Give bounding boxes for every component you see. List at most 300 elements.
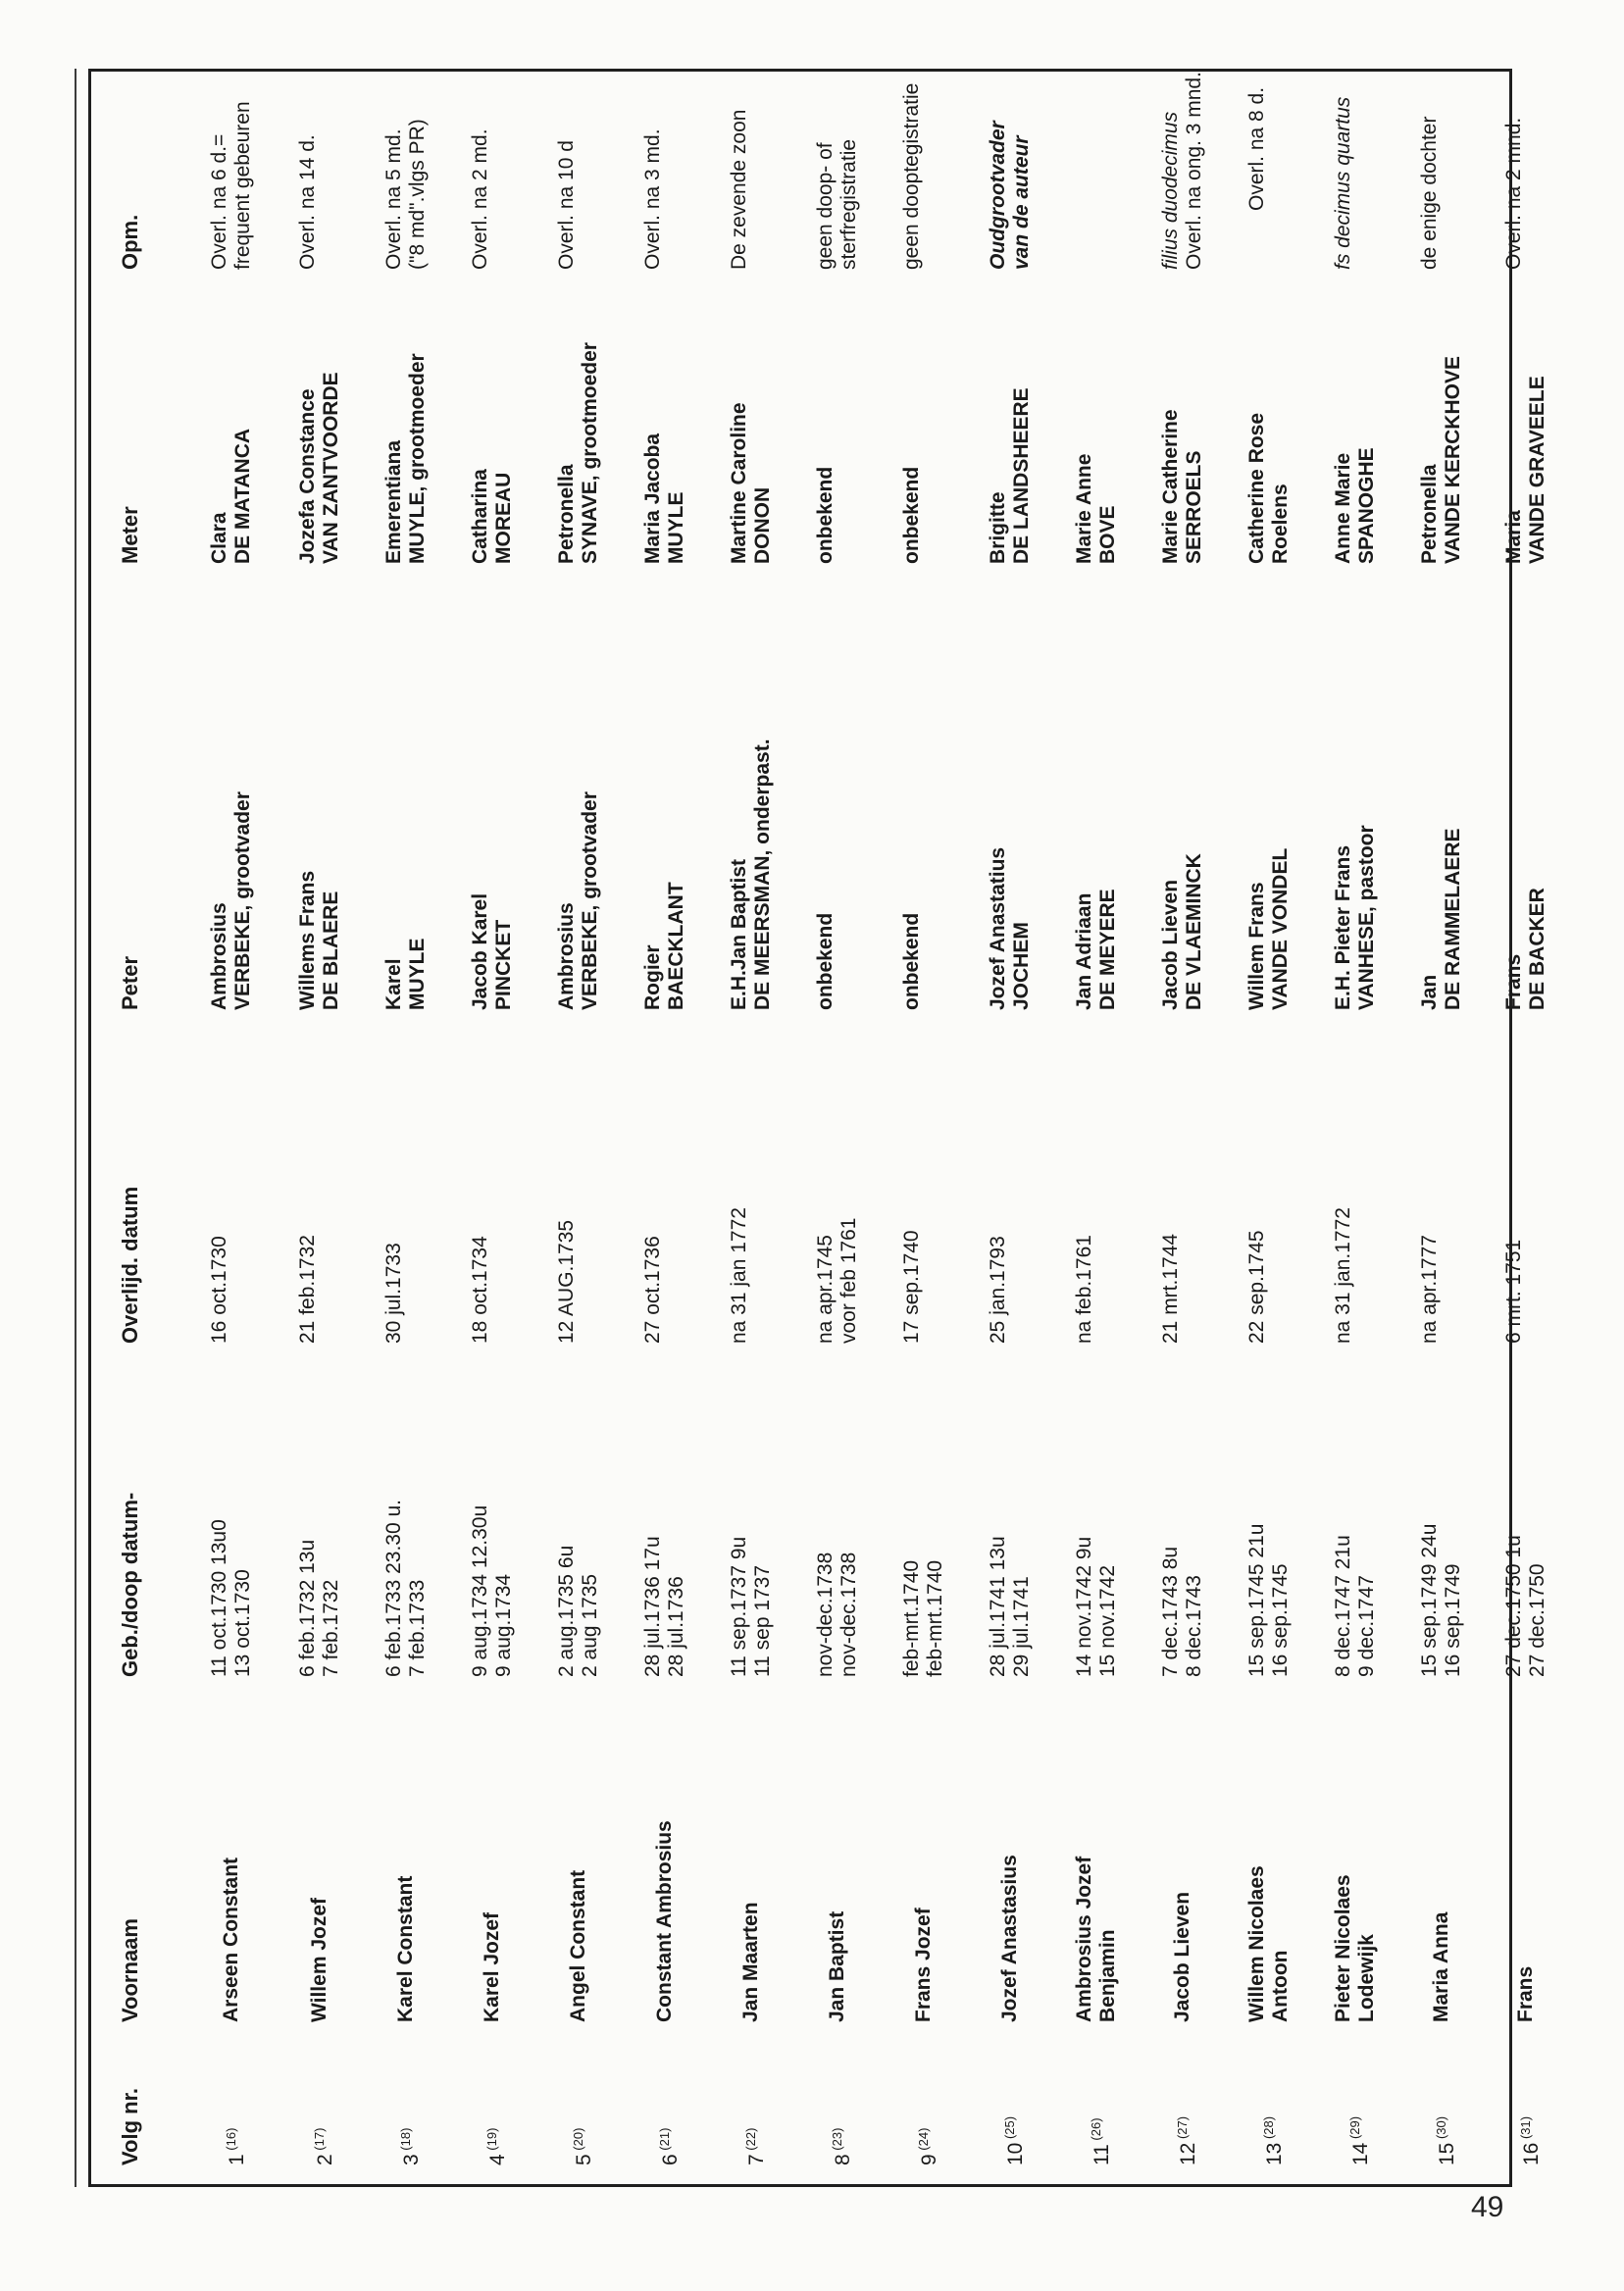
cell-line: Overl. na 3 md. — [641, 128, 664, 270]
table-row — [1063, 69, 1151, 2187]
row-number-value: 5 — [573, 2154, 595, 2165]
cell-line: Karel Jozef — [481, 1911, 503, 2022]
cell-line: 29 jul.1741 — [1010, 1576, 1033, 1677]
cell-line: DE RAMMELAERE — [1442, 828, 1464, 1010]
cell-overlijden — [1332, 1207, 1355, 1344]
row-number-value: 1 — [226, 2154, 248, 2165]
cell-meter — [469, 469, 516, 564]
cell-line: Frans — [1502, 953, 1525, 1010]
cell-line: 12 AUG.1735 — [555, 1219, 578, 1344]
cell-line: Overl. na 8 d. — [1245, 86, 1268, 211]
cell-line: Marie Anne — [1073, 453, 1095, 564]
cell-line: Clara — [208, 512, 230, 564]
cell-line: na 31 jan 1772 — [728, 1207, 750, 1344]
cell-line: Martine Caroline — [728, 402, 750, 564]
cell-line: 6 mrt. 1751 — [1502, 1239, 1525, 1344]
cell-line: 11 sep 1737 — [751, 1564, 774, 1677]
cell-meter — [987, 387, 1034, 564]
cell-meter — [900, 467, 924, 564]
cell-line: Overl. na ong. 3 mnd. — [1183, 72, 1205, 270]
cell-meter — [1073, 454, 1120, 564]
cell-line: onbekend — [900, 912, 923, 1010]
row-number-value: 12 — [1177, 2142, 1199, 2165]
cell-line: Jan — [1418, 974, 1441, 1010]
cell-line: Anne Marie — [1332, 452, 1354, 564]
cell-line: E.H. Pieter Frans — [1332, 844, 1354, 1010]
cell-line: 9 aug.1734 — [492, 1573, 515, 1677]
row-number-value: 7 — [745, 2154, 768, 2165]
row-reference: (26) — [1089, 2117, 1103, 2145]
cell-line: 8 dec.1743 — [1183, 1575, 1205, 1677]
cell-peter — [987, 847, 1034, 1010]
row-reference: (19) — [484, 2127, 499, 2155]
cell-line: VANHESE, pastoor — [1355, 825, 1378, 1010]
cell-line: Overl. na 10 d — [555, 140, 578, 270]
cell-line: VAN ZANTVOORDE — [320, 372, 342, 564]
row-reference: (21) — [657, 2127, 672, 2155]
cell-opm — [1245, 87, 1269, 270]
cell-voornaam — [1332, 1874, 1379, 2022]
cell-line: DE VLAEMINCK — [1183, 853, 1205, 1010]
cell-opm — [1418, 117, 1442, 270]
cell-voornaam — [1430, 1912, 1453, 2022]
cell-line: MUYLE — [406, 938, 429, 1010]
cell-line: MUYLE — [665, 491, 687, 564]
cell-line: MUYLE, grootmoeder — [406, 353, 429, 564]
cell-line: Catharina — [469, 469, 491, 564]
row-reference: (16) — [224, 2127, 238, 2155]
row-reference: (30) — [1434, 2115, 1448, 2143]
cell-line: Willem Jozef — [308, 1897, 330, 2022]
cell-overlijden — [987, 1236, 1010, 1344]
cell-line: Overl. na 5 md. — [382, 128, 405, 270]
cell-voornaam — [220, 1858, 243, 2022]
cell-line: 6 feb.1732 13u — [296, 1539, 319, 1677]
cell-line: Jozef Anastasius — [998, 1855, 1021, 2022]
cell-line: 11 sep.1737 9u — [728, 1536, 750, 1677]
cell-line: DE LANDSHEERE — [1010, 387, 1033, 564]
cell-line: Jan Maarten — [739, 1902, 762, 2022]
cell-line: DE MATANCA — [231, 428, 254, 564]
cell-opm — [987, 121, 1034, 270]
row-number-value: 9 — [918, 2154, 940, 2165]
cell-overlijden — [208, 1236, 231, 1344]
cell-line: Willem Frans — [1245, 882, 1268, 1010]
table-row — [373, 69, 461, 2187]
cell-line: Jozefa Constance — [296, 388, 319, 564]
row-number — [998, 2116, 1028, 2165]
cell-opm — [1502, 118, 1526, 270]
cell-line: de enige dochter — [1418, 116, 1441, 270]
cell-overlijden — [1418, 1235, 1442, 1344]
cell-geboorte — [728, 1537, 775, 1677]
cell-line: na feb.1761 — [1073, 1235, 1095, 1344]
cell-voornaam — [1073, 1857, 1120, 2022]
page-number: 49 — [1471, 2191, 1504, 2223]
cell-opm — [208, 101, 255, 270]
row-reference: (25) — [1002, 2115, 1017, 2143]
cell-overlijden — [469, 1236, 492, 1344]
cell-opm — [814, 139, 861, 270]
cell-line: 16 sep.1745 — [1269, 1563, 1292, 1677]
cell-peter — [1245, 848, 1293, 1010]
cell-overlijden — [555, 1220, 579, 1344]
row-number-value: 13 — [1263, 2142, 1286, 2165]
cell-line: Emerentiana — [382, 439, 405, 564]
cell-line: Maria — [1502, 510, 1525, 564]
cell-line: Jacob Lieven — [1159, 879, 1182, 1010]
cell-line: 15 sep.1749 24u — [1418, 1523, 1441, 1677]
cell-line: Antoon — [1269, 1950, 1292, 2022]
cell-overlijden — [728, 1207, 751, 1344]
cell-line: 16 sep.1749 — [1442, 1563, 1464, 1677]
cell-line: Frans Jozef — [912, 1908, 935, 2022]
cell-line: 28 jul.1736 — [665, 1576, 687, 1677]
cell-geboorte — [382, 1500, 430, 1677]
row-number — [308, 2128, 337, 2165]
cell-line: na apr.1745 — [814, 1235, 837, 1344]
header-voornaam: Voornaam — [118, 1918, 142, 2022]
header-nr: Volg nr. — [118, 2087, 142, 2165]
row-reference: (23) — [830, 2127, 844, 2155]
cell-line: Oudgrootvader — [987, 121, 1009, 270]
cell-peter — [641, 882, 688, 1010]
cell-geboorte — [1073, 1537, 1120, 1677]
table-row — [1149, 69, 1238, 2187]
cell-voornaam — [1514, 1966, 1538, 2022]
cell-opm — [555, 140, 579, 270]
cell-peter — [296, 871, 343, 1010]
cell-line: SERROELS — [1183, 450, 1205, 564]
cell-meter — [382, 353, 430, 564]
row-number-value: 11 — [1091, 2144, 1113, 2165]
cell-line: BOVE — [1096, 505, 1119, 564]
cell-line: Overl. na 2 mnd. — [1502, 117, 1525, 270]
cell-line: DE BACKER — [1526, 888, 1548, 1010]
cell-line: voor feb 1761 — [837, 1217, 860, 1344]
cell-line: onbekend — [900, 466, 923, 564]
cell-geboorte — [1159, 1547, 1206, 1677]
row-reference: (17) — [312, 2127, 327, 2155]
cell-peter — [1332, 825, 1379, 1010]
cell-peter — [1502, 888, 1549, 1010]
table-row — [545, 69, 634, 2187]
row-number — [1430, 2116, 1459, 2165]
cell-line: Ambrosius — [555, 902, 578, 1010]
cell-line: SPANOGHE — [1355, 447, 1378, 564]
cell-opm — [1332, 97, 1355, 270]
cell-overlijden — [1502, 1240, 1526, 1344]
cell-line: Ambrosius Jozef — [1073, 1856, 1095, 2022]
cell-peter — [555, 791, 602, 1010]
cell-geboorte — [814, 1553, 861, 1677]
cell-line: feb-mrt.1740 — [900, 1559, 923, 1677]
cell-line: onbekend — [814, 912, 837, 1010]
cell-line: VERBEKE, grootvader — [579, 791, 601, 1010]
cell-line: Rogier — [641, 944, 664, 1010]
row-reference: (20) — [571, 2127, 585, 2155]
cell-line: Overl. na 6 d.= — [208, 133, 230, 270]
header-rule — [75, 69, 76, 2187]
cell-line: 9 aug.1734 12.30u — [469, 1504, 491, 1677]
cell-voornaam — [1245, 1865, 1293, 2022]
cell-geboorte — [208, 1519, 255, 1677]
row-number-value: 8 — [832, 2154, 854, 2165]
cell-line: Arseen Constant — [220, 1857, 242, 2022]
cell-line: onbekend — [814, 466, 837, 564]
row-number — [1514, 2116, 1544, 2165]
cell-line: Benjamin — [1096, 1929, 1119, 2022]
table-row — [459, 69, 547, 2187]
table-row — [286, 69, 375, 2187]
cell-geboorte — [900, 1560, 947, 1677]
row-number-value: 14 — [1349, 2142, 1372, 2165]
cell-overlijden — [1245, 1230, 1269, 1344]
cell-line: 7 feb.1733 — [406, 1579, 429, 1677]
cell-line: Karel — [382, 958, 405, 1010]
cell-line: Jacob Karel — [469, 892, 491, 1010]
row-number — [653, 2128, 683, 2165]
cell-line: 27 dec.1750 1u — [1502, 1535, 1525, 1677]
cell-opm — [728, 110, 751, 270]
cell-line: 13 oct.1730 — [231, 1569, 254, 1677]
cell-line: na 31 jan.1772 — [1332, 1207, 1354, 1344]
table-row — [1493, 69, 1581, 2187]
cell-line: VANDE KERCKHOVE — [1442, 356, 1464, 564]
cell-line: Frans — [1514, 1965, 1537, 2022]
row-number — [1344, 2116, 1373, 2165]
cell-line: feb-mrt.1740 — [924, 1559, 946, 1677]
cell-voornaam — [481, 1912, 504, 2022]
cell-line: 15 nov.1742 — [1096, 1564, 1119, 1677]
cell-meter — [641, 433, 688, 564]
table-row — [977, 69, 1065, 2187]
cell-overlijden — [382, 1243, 406, 1344]
row-number-value: 16 — [1520, 2142, 1543, 2165]
cell-line: 21 feb.1732 — [296, 1235, 319, 1344]
cell-overlijden — [814, 1218, 861, 1344]
row-number — [739, 2128, 769, 2165]
cell-line: ("8 md".vlgs PR) — [406, 119, 429, 270]
cell-line: Karel Constant — [394, 1875, 417, 2022]
cell-line: 28 jul.1736 17u — [641, 1536, 664, 1677]
cell-line: 7 dec.1743 8u — [1159, 1546, 1182, 1677]
cell-overlijden — [1159, 1234, 1183, 1344]
cell-voornaam — [998, 1855, 1022, 2022]
cell-geboorte — [1502, 1535, 1549, 1677]
cell-voornaam — [308, 1898, 331, 2022]
cell-voornaam — [912, 1908, 936, 2022]
row-number — [826, 2128, 855, 2165]
row-number-value: 2 — [314, 2154, 336, 2165]
cell-voornaam — [567, 1870, 590, 2022]
cell-overlijden — [296, 1235, 320, 1344]
cell-line: 18 oct.1734 — [469, 1236, 491, 1344]
cell-voornaam — [653, 1820, 677, 2022]
cell-line: 25 jan.1793 — [987, 1236, 1009, 1344]
cell-line: geen dooptegistratie — [900, 82, 923, 270]
header-meter: Meter — [118, 506, 142, 564]
cell-peter — [814, 913, 837, 1010]
cell-peter — [208, 791, 255, 1010]
cell-voornaam — [739, 1902, 763, 2022]
header-geboorte: Geb./doop datum- — [118, 1492, 142, 1677]
cell-peter — [1418, 828, 1465, 1010]
cell-geboorte — [469, 1505, 516, 1677]
cell-line: filius duodecimus — [1159, 111, 1182, 270]
cell-line: van de auteur — [1010, 135, 1033, 270]
cell-line: DE BLAERE — [320, 891, 342, 1010]
cell-line: Overl. na 2 md. — [469, 128, 491, 270]
row-number — [1085, 2117, 1114, 2165]
cell-line: BAECKLANT — [665, 882, 687, 1010]
table-row — [1408, 69, 1497, 2187]
table-row — [1322, 69, 1410, 2187]
cell-line: nov-dec.1738 — [814, 1552, 837, 1677]
cell-meter — [296, 372, 343, 564]
cell-line: Roelens — [1269, 484, 1292, 564]
cell-line: nov-dec.1738 — [837, 1552, 860, 1677]
cell-line: DE MEERSMAN, onderpast. — [751, 738, 774, 1010]
cell-opm — [641, 128, 665, 270]
cell-line: Petronella — [555, 464, 578, 564]
cell-meter — [1332, 447, 1379, 564]
cell-meter — [728, 402, 775, 564]
cell-opm — [900, 83, 924, 270]
cell-voornaam — [1171, 1892, 1194, 2022]
cell-line: 22 sep.1745 — [1245, 1230, 1268, 1344]
cell-line: Jozef Anastatius — [987, 846, 1009, 1010]
cell-peter — [728, 738, 775, 1010]
cell-line: 9 dec.1747 — [1355, 1575, 1378, 1677]
cell-line: Brigitte — [987, 491, 1009, 564]
cell-opm — [382, 119, 430, 270]
cell-line: 17 sep.1740 — [900, 1230, 923, 1344]
cell-geboorte — [987, 1536, 1034, 1677]
row-reference: (31) — [1518, 2115, 1533, 2143]
cell-meter — [814, 467, 837, 564]
cell-geboorte — [1418, 1524, 1465, 1677]
cell-geboorte — [555, 1546, 602, 1677]
table-row — [198, 69, 286, 2187]
cell-line: DONON — [751, 486, 774, 564]
cell-line: frequent gebeuren — [231, 101, 254, 270]
cell-line: geen doop- of — [814, 142, 837, 270]
cell-line: JOCHEM — [1010, 922, 1033, 1010]
cell-peter — [382, 939, 430, 1011]
row-number — [220, 2128, 249, 2165]
cell-line: 27 oct.1736 — [641, 1236, 664, 1344]
cell-meter — [1502, 376, 1549, 564]
cell-line: DE MEYERE — [1096, 889, 1119, 1010]
cell-geboorte — [1332, 1535, 1379, 1677]
cell-line: 30 jul.1733 — [382, 1243, 405, 1344]
cell-line: 6 feb.1733 23.30 u. — [382, 1500, 405, 1677]
cell-line: SYNAVE, grootmoeder — [579, 342, 601, 564]
table-header — [88, 69, 177, 2187]
header-overlijden: Overlijd. datum — [118, 1186, 142, 1344]
row-number-value: 6 — [659, 2154, 682, 2165]
cell-line: E.H.Jan Baptist — [728, 858, 750, 1010]
cell-geboorte — [641, 1536, 688, 1677]
row-reference: (27) — [1175, 2115, 1190, 2143]
cell-line: 2 aug.1735 6u — [555, 1545, 578, 1677]
row-number — [1171, 2116, 1200, 2165]
cell-line: Constant Ambrosius — [653, 1820, 676, 2022]
cell-opm — [296, 134, 320, 270]
cell-line: 8 dec.1747 21u — [1332, 1535, 1354, 1677]
cell-voornaam — [826, 1911, 849, 2022]
table-row — [718, 69, 806, 2187]
cell-geboorte — [1245, 1524, 1293, 1677]
cell-line: na apr.1777 — [1418, 1235, 1441, 1344]
row-number-value: 15 — [1436, 2142, 1458, 2165]
row-number-value: 3 — [400, 2154, 423, 2165]
cell-line: VERBEKE, grootvader — [231, 791, 254, 1010]
row-reference: (29) — [1347, 2115, 1362, 2143]
cell-line: Maria Anna — [1430, 1911, 1452, 2022]
row-number-value: 10 — [1004, 2142, 1027, 2165]
cell-line: PINCKET — [492, 919, 515, 1010]
cell-peter — [1159, 853, 1206, 1010]
cell-line: 11 oct.1730 13u0 — [208, 1519, 230, 1677]
cell-overlijden — [641, 1236, 665, 1344]
table-row — [890, 69, 979, 2187]
cell-voornaam — [394, 1876, 418, 2022]
cell-meter — [555, 342, 602, 564]
row-reference: (24) — [916, 2127, 931, 2155]
cell-overlijden — [900, 1230, 924, 1344]
table-row — [1236, 69, 1324, 2187]
cell-opm — [1159, 72, 1206, 270]
row-number — [481, 2128, 510, 2165]
cell-overlijden — [1073, 1235, 1096, 1344]
row-reference: (22) — [743, 2127, 758, 2155]
row-number — [912, 2128, 941, 2165]
row-reference: (18) — [398, 2127, 413, 2155]
cell-line: 7 feb.1732 — [320, 1579, 342, 1677]
cell-peter — [469, 893, 516, 1010]
cell-line: VANDE GRAVEELE — [1526, 376, 1548, 564]
cell-meter — [208, 429, 255, 564]
cell-line: fs decimus quartus — [1332, 96, 1354, 270]
cell-line: Jacob Lieven — [1171, 1891, 1193, 2022]
cell-line: Marie Catherine — [1159, 409, 1182, 564]
row-number — [567, 2128, 596, 2165]
row-reference: (28) — [1261, 2115, 1276, 2143]
cell-line: 27 dec.1750 — [1526, 1563, 1548, 1677]
row-number — [1257, 2116, 1287, 2165]
cell-peter — [1073, 889, 1120, 1010]
cell-line: Willem Nicolaes — [1245, 1865, 1268, 2022]
cell-line: 28 jul.1741 13u — [987, 1536, 1009, 1677]
header-peter: Peter — [118, 955, 142, 1010]
cell-line: Jan Baptist — [826, 1910, 848, 2022]
table-row — [804, 69, 892, 2187]
cell-line: Maria Jacoba — [641, 433, 664, 564]
cell-meter — [1159, 409, 1206, 564]
cell-line: Willems Frans — [296, 870, 319, 1010]
cell-line: 16 oct.1730 — [208, 1236, 230, 1344]
cell-line: MOREAU — [492, 472, 515, 564]
cell-line: Angel Constant — [567, 1869, 589, 2022]
cell-line: Lodewijk — [1355, 1934, 1378, 2022]
cell-line: De zevende zoon — [728, 109, 750, 270]
cell-line: Pieter Nicolaes — [1332, 1874, 1354, 2022]
row-number — [394, 2128, 424, 2165]
cell-opm — [469, 128, 492, 270]
cell-line: 2 aug 1735 — [579, 1573, 601, 1677]
